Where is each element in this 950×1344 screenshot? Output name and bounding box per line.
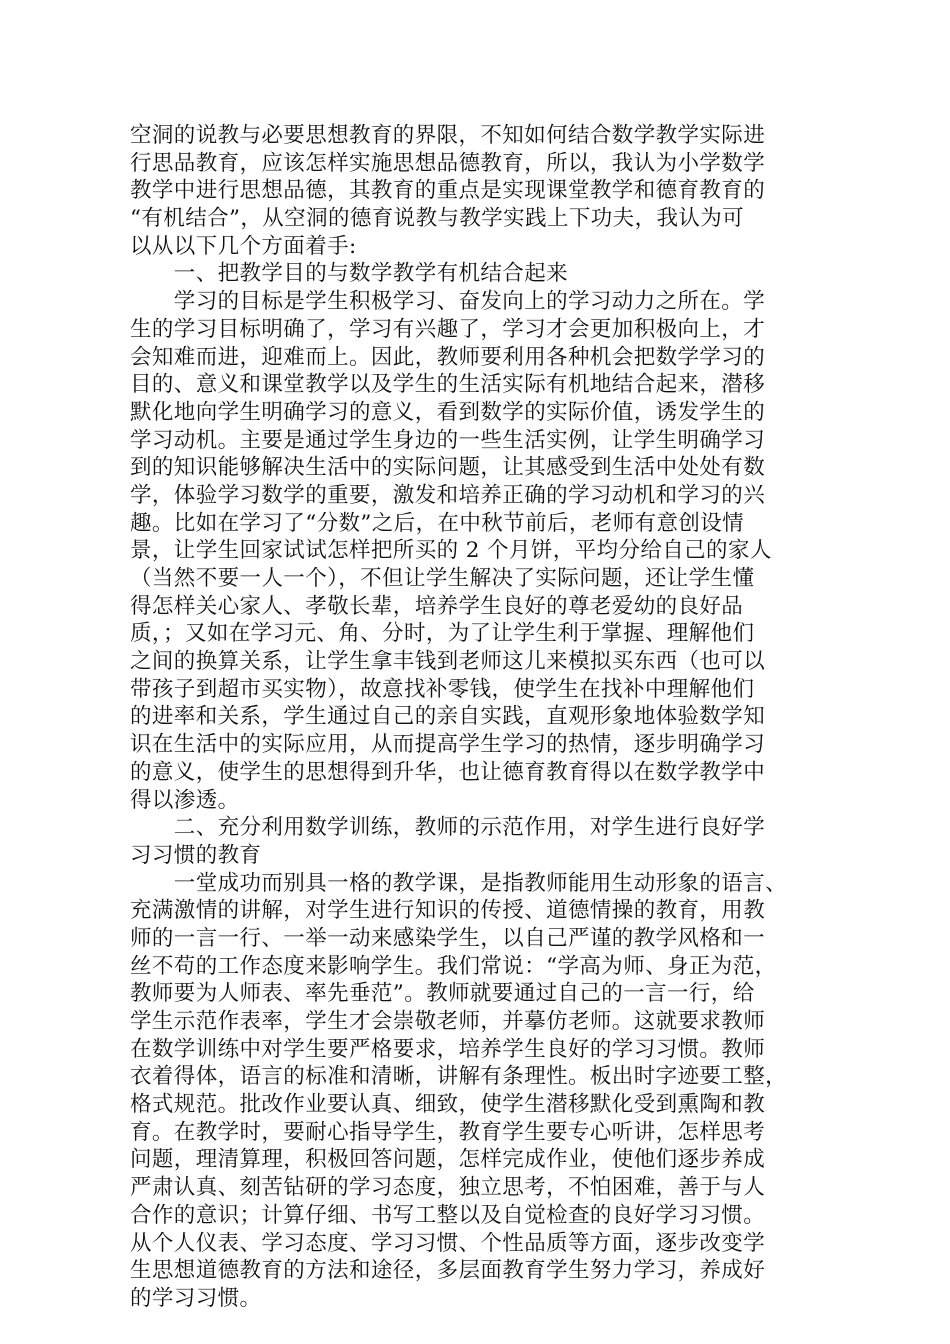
text-line: 衣着得体，语言的标准和清晰，讲解有条理性。板出时字迹要工整， — [130, 1064, 788, 1090]
text-line: 教师要为人师表、率先垂范”。教师就要通过自己的一言一行，给 — [130, 981, 755, 1007]
text-line: 合作的意识；计算仔细、书写工整以及自觉检查的良好学习习惯。 — [130, 1202, 766, 1228]
text-line: 到的知识能够解决生活中的实际问题，让其感受到生活中处处有数 — [130, 455, 766, 481]
text-line: 教学中进行思想品德，其教育的重点是实现课堂教学和德育教育的 — [130, 178, 766, 204]
text-line: 一、把教学目的与数学教学有机结合起来 — [130, 261, 569, 287]
text-line: 得怎样关心家人、孝敬长辈，培养学生良好的尊老爱幼的良好品 — [130, 593, 744, 619]
text-line: 的进率和关系，学生通过自己的亲自实践，直观形象地体验数学知 — [130, 704, 766, 730]
text-line: 师的一言一行、一举一动来感染学生，以自己严谨的教学风格和一 — [130, 925, 766, 951]
text-line: 行思品教育，应该怎样实施思想品德教育，所以，我认为小学数学 — [130, 150, 766, 176]
text-line: 得以渗透。 — [130, 787, 240, 813]
text-line: 识在生活中的实际应用，从而提高学生学习的热情，逐步明确学习 — [130, 732, 766, 758]
text-line: 丝不苟的工作态度来影响学生。我们常说：“学高为师、身正为范， — [130, 953, 777, 979]
text-line: 从个人仪表、学习态度、学习习惯、个性品质等方面，逐步改变学 — [130, 1230, 766, 1256]
text-line: 充满激情的讲解，对学生进行知识的传授、道德情操的教育，用教 — [130, 898, 766, 924]
body-text — [130, 122, 840, 1313]
text-line: 带孩子到超市买实物），故意找补零钱，使学生在找补中理解他们 — [130, 676, 755, 702]
text-line: 习习惯的教育 — [130, 842, 262, 868]
text-line: 趣。比如在学习了“分数”之后，在中秋节前后，老师有意创设情 — [130, 510, 745, 536]
text-line: 之间的换算关系，让学生拿丰钱到老师这儿来模拟买东西（也可以 — [130, 649, 766, 675]
text-line: 问题，理清算理，积极回答问题，怎样完成作业，使他们逐步养成 — [130, 1147, 766, 1173]
text-line: 默化地向学生明确学习的意义，看到数学的实际价值，诱发学生的 — [130, 399, 766, 425]
text-line: 生的学习目标明确了，学习有兴趣了，学习才会更加积极向上，才 — [130, 316, 766, 342]
text-line: 严肃认真、刻苦钻研的学习态度，独立思考，不怕困难，善于与人 — [130, 1175, 766, 1201]
text-line: 二、充分利用数学训练，教师的示范作用，对学生进行良好学 — [130, 815, 766, 841]
text-line: 育。在教学时，要耐心指导学生，教育学生要专心听讲，怎样思考 — [130, 1119, 766, 1145]
text-line: 学生示范作表率，学生才会崇敬老师，并摹仿老师。这就要求教师 — [130, 1009, 766, 1034]
text-line: 学，体验学习数学的重要，激发和培养正确的学习动机和学习的兴 — [130, 482, 766, 508]
text-line: 的意义，使学生的思想得到升华，也让德育教育得以在数学教学中 — [130, 759, 766, 785]
text-line: 的学习习惯。 — [130, 1285, 262, 1311]
text-line: 生思想道德教育的方法和途径，多层面教育学生努力学习，养成好 — [130, 1258, 766, 1284]
text-line: 会知难而进，迎难而上。因此，教师要利用各种机会把数学学习的 — [130, 344, 766, 370]
text-line: （当然不要一人一个），不但让学生解决了实际问题，还让学生懂 — [130, 566, 755, 591]
text-line: 景，让学生回家试试怎样把所买的 2 个月饼，平均分给自己的家人 — [130, 538, 772, 564]
text-line: 一堂成功而别具一格的教学课，是指教师能用生动形象的语言、 — [130, 870, 788, 896]
text-line: 空洞的说教与必要思想教育的界限，不知如何结合数学教学实际进 — [130, 123, 766, 148]
text-line: 目的、意义和课堂教学以及学生的生活实际有机地结合起来，潜移 — [130, 372, 766, 398]
text-line: “有机结合”，从空洞的德育说教与教学实践上下功夫，我认为可 — [130, 206, 745, 232]
text-line: 以从以下几个方面着手: — [130, 233, 357, 259]
text-line: 质，；又如在学习元、角、分时，为了让学生利于掌握、理解他们 — [130, 621, 755, 647]
text-line: 学习动机。主要是通过学生身边的一些生活实例，让学生明确学习 — [130, 427, 766, 453]
text-line: 格式规范。批改作业要认真、细致，使学生潜移默化受到熏陶和教 — [130, 1092, 766, 1118]
text-line: 学习的目标是学生积极学习、奋发向上的学习动力之所在。学 — [130, 289, 766, 315]
text-line: 在数学训练中对学生要严格要求，培养学生良好的学习习惯。教师 — [130, 1036, 766, 1062]
